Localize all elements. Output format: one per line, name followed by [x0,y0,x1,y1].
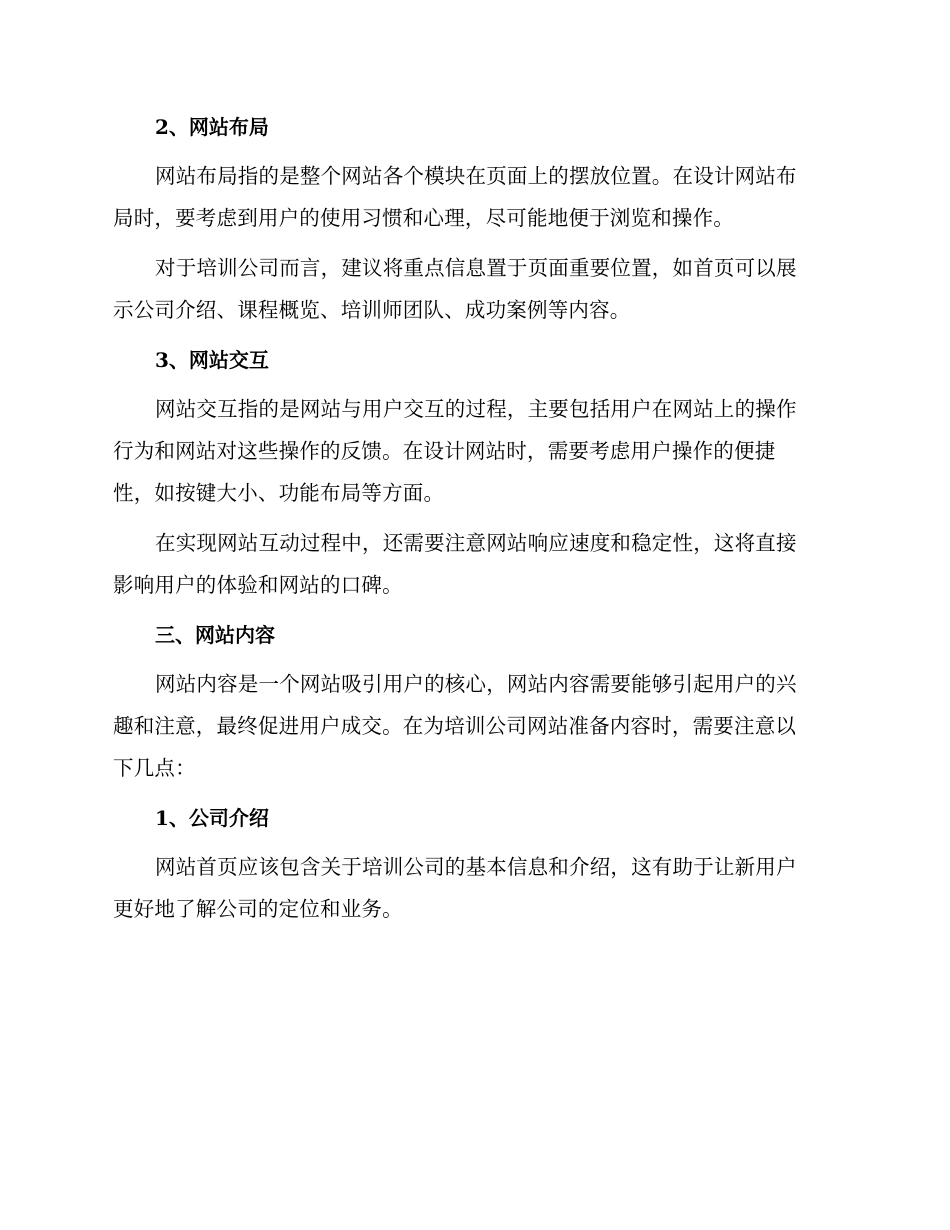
section-heading-layout: 2、网站布局 [155,115,269,139]
paragraph-content-intro [113,663,828,789]
paragraph-interaction-definition [113,388,828,514]
text-line: 网站布局指的是整个网站各个模块在页面上的摆放位置。在设计网站布 [155,164,797,188]
text-line: 下几点： [113,756,196,780]
text-line: 性，如按键大小、功能布局等方面。 [113,481,445,505]
text-line: 局时，要考虑到用户的使用习惯和心理，尽可能地便于浏览和操作。 [113,206,734,230]
text-line: 在实现网站互动过程中，还需要注意网站响应速度和稳定性，这将直接 [155,531,797,555]
text-line: 网站内容是一个网站吸引用户的核心，网站内容需要能够引起用户的兴 [155,672,797,696]
text-line: 更好地了解公司的定位和业务。 [113,897,403,921]
text-line: 影响用户的体验和网站的口碑。 [113,573,403,597]
text-line: 网站交互指的是网站与用户交互的过程，主要包括用户在网站上的操作 [155,397,797,421]
text-line: 行为和网站对这些操作的反馈。在设计网站时，需要考虑用户操作的便捷 [113,439,776,463]
text-line: 示公司介绍、课程概览、培训师团队、成功案例等内容。 [113,298,631,322]
text-line: 对于培训公司而言，建议将重点信息置于页面重要位置，如首页可以展 [155,256,797,280]
text-line: 趣和注意，最终促进用户成交。在为培训公司网站准备内容时，需要注意以 [113,714,797,738]
document-body [113,106,828,938]
section-heading-content: 三、网站内容 [155,623,275,647]
paragraph-interaction-performance [113,522,828,606]
paragraph-layout-advice [113,247,828,331]
text-line: 网站首页应该包含关于培训公司的基本信息和介绍，这有助于让新用户 [155,855,797,879]
paragraph-company-intro [113,846,828,930]
paragraph-layout-definition [113,155,828,239]
section-heading-company-intro: 1、公司介绍 [155,806,269,830]
section-heading-interaction: 3、网站交互 [155,348,269,372]
